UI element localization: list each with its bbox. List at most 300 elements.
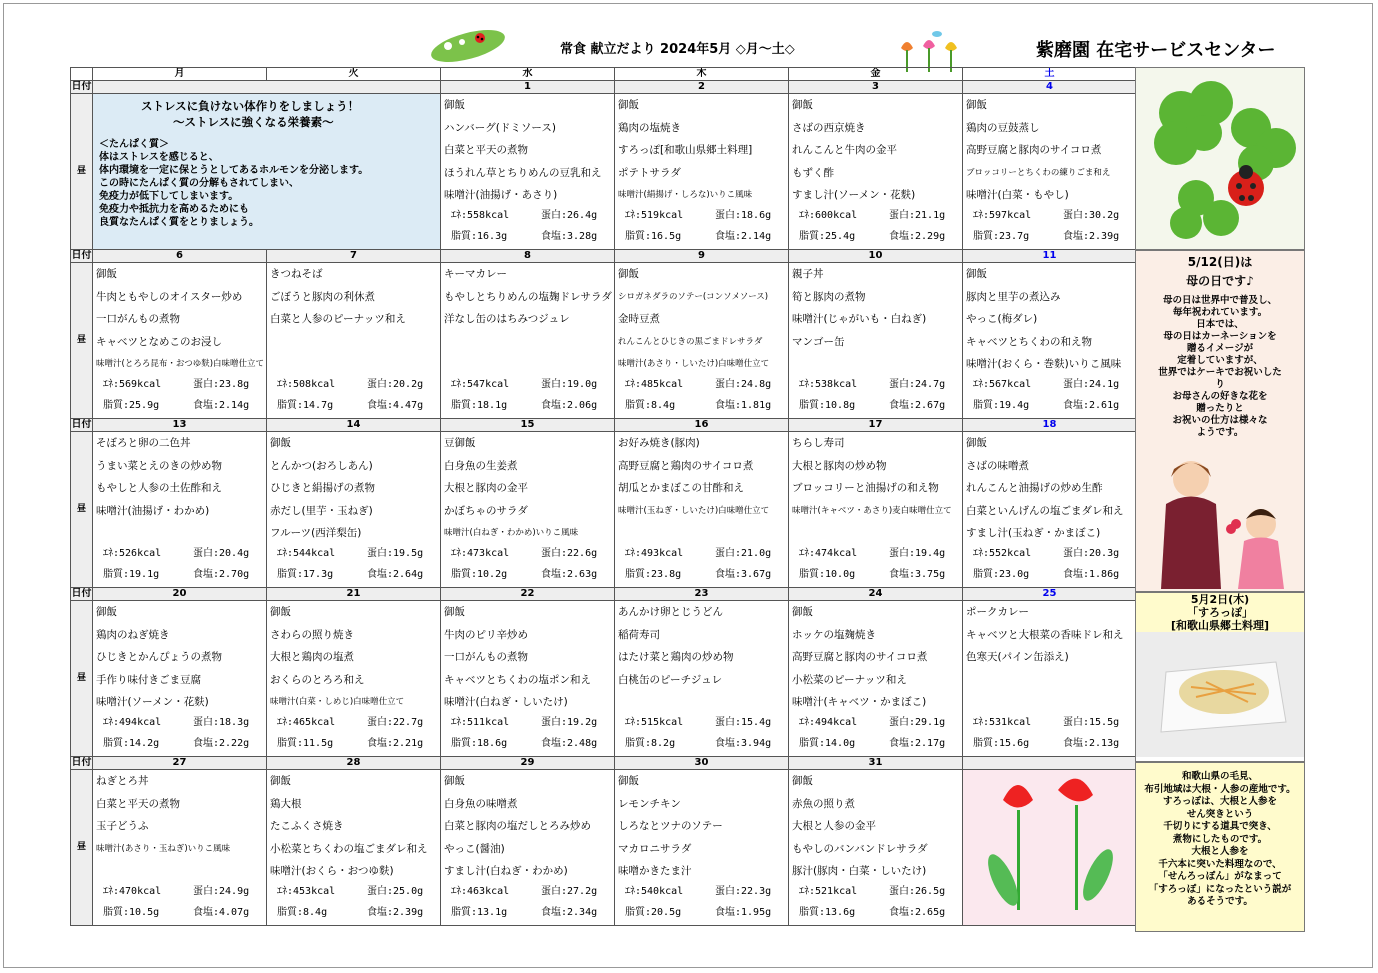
suroppo-line: あるそうです。 bbox=[1187, 896, 1253, 907]
dish-item: すまし汁(ソーメン・花麩) bbox=[792, 189, 916, 201]
dish-item: 赤だし(里芋・玉ねぎ) bbox=[270, 504, 373, 517]
dish-item bbox=[93, 522, 266, 545]
lunch-label: 昼 bbox=[71, 770, 93, 926]
fat-value: 脂質:25.9g bbox=[103, 400, 160, 411]
dish-item: 親子丼 bbox=[792, 268, 824, 280]
dish-item: 大根と鶏肉の塩煮 bbox=[270, 651, 354, 663]
dish-item: 稲荷寿司 bbox=[618, 628, 660, 641]
leaf-ladybug-illustration bbox=[428, 26, 508, 66]
nutrition-info bbox=[963, 543, 1136, 585]
menu-day-cell bbox=[615, 94, 789, 250]
menu-day-cell bbox=[789, 263, 963, 419]
dish-item: 御飯 bbox=[792, 99, 813, 111]
date-cell: 13 bbox=[93, 419, 267, 432]
protein-value: 蛋白:20.4g bbox=[193, 548, 250, 559]
dish-item: 胡瓜とかまぼこの甘酢和え bbox=[618, 482, 744, 494]
nutrition-row bbox=[267, 902, 440, 923]
nutrition-row bbox=[615, 564, 788, 585]
protein-value: 蛋白:26.4g bbox=[541, 210, 598, 221]
nutrition-info bbox=[963, 374, 1136, 416]
suroppo-title2: 「すろっぽ」 bbox=[1136, 606, 1304, 619]
mothers-day-line: 世界ではケーキでお祝いした bbox=[1158, 367, 1282, 378]
dish-item: 小松菜とちくわの塩ごまダレ和え bbox=[270, 842, 428, 855]
dish-item: ブロッコリーと油揚げの和え物 bbox=[792, 482, 939, 494]
menu-day-cell bbox=[267, 263, 441, 419]
menu-row bbox=[71, 94, 1137, 250]
dish-item: 味噌汁(油揚げ・あさり) bbox=[444, 189, 558, 201]
menu-row bbox=[71, 263, 1137, 419]
mothers-day-line: 日本では、 bbox=[1196, 319, 1244, 330]
date-cell: 31 bbox=[789, 757, 963, 770]
dish-item: 鶏肉の塩焼き bbox=[618, 121, 681, 134]
dish-item: 御飯 bbox=[444, 775, 465, 787]
dish-item: 鶏肉の豆鼓蒸し bbox=[966, 121, 1040, 134]
stress-line: 免疫力や抵抗力を高めるためにも bbox=[99, 204, 249, 215]
nutrition-row bbox=[963, 205, 1136, 226]
nutrition-row bbox=[789, 902, 962, 923]
nutrition-info bbox=[615, 881, 788, 923]
dish-item: さわらの照り焼き bbox=[270, 628, 354, 641]
nutrition-row bbox=[441, 374, 614, 395]
dish-item: れんこんと牛肉の金平 bbox=[792, 144, 897, 156]
date-cell: 25 bbox=[963, 588, 1137, 601]
nutrition-row bbox=[267, 712, 440, 733]
menu-day-cell bbox=[441, 601, 615, 757]
weekday-thu: 木 bbox=[615, 68, 789, 81]
date-cell: 8 bbox=[441, 250, 615, 263]
stress-title2: ～ストレスに強くなる栄養素～ bbox=[173, 115, 334, 129]
dish-item: 味噌汁(白菜・しめじ)白味噌仕立て bbox=[270, 697, 405, 707]
dish-item: キャベツとちくわの塩ポン和え bbox=[444, 673, 591, 686]
menu-row bbox=[71, 770, 1137, 926]
nutrition-row bbox=[789, 374, 962, 395]
stress-title1: ストレスに負けない体作りをしましょう！ bbox=[141, 99, 360, 113]
date-row bbox=[71, 81, 1137, 94]
salt-value: 食塩:2.39g bbox=[367, 907, 424, 918]
date-cell: 7 bbox=[267, 250, 441, 263]
clover-icon bbox=[1136, 68, 1304, 249]
nutrition-info bbox=[789, 881, 962, 923]
nutrition-row bbox=[267, 374, 440, 395]
date-cell: 30 bbox=[615, 757, 789, 770]
tulip-cell bbox=[963, 770, 1137, 926]
date-cell: 22 bbox=[441, 588, 615, 601]
menu-day-cell bbox=[93, 263, 267, 419]
stress-heading: ＜たんぱく質＞ bbox=[99, 139, 169, 150]
dish-item: 赤魚の照り煮 bbox=[792, 797, 855, 810]
corner-cell bbox=[71, 68, 93, 81]
menu-day-cell bbox=[93, 432, 267, 588]
date-cell: 27 bbox=[93, 757, 267, 770]
protein-value: 蛋白:21.1g bbox=[889, 210, 946, 221]
dish-item: 高野豆腐と豚肉のサイコロ煮 bbox=[966, 144, 1102, 156]
nutrition-info bbox=[267, 881, 440, 923]
nutrition-row bbox=[615, 712, 788, 733]
stress-line: 体はストレスを感じると、 bbox=[99, 152, 219, 163]
dish-item: 牛肉ともやしのオイスター炒め bbox=[96, 290, 243, 303]
salt-value: 食塩:4.07g bbox=[193, 907, 250, 918]
fat-value: 脂質:14.7g bbox=[277, 400, 334, 411]
menu-day-cell bbox=[267, 432, 441, 588]
suroppo-line: せん突きという bbox=[1186, 808, 1254, 820]
energy-value: ｴﾈ:526kcal bbox=[103, 548, 162, 559]
date-row bbox=[71, 757, 1137, 770]
protein-value: 蛋白:18.3g bbox=[193, 717, 250, 728]
fat-value: 脂質:23.7g bbox=[973, 231, 1030, 242]
dish-item: 味噌汁(とろろ昆布・おつゆ麩)白味噌仕立て bbox=[96, 359, 265, 369]
energy-value: ｴﾈ:567kcal bbox=[973, 379, 1032, 390]
salt-value: 食塩:2.06g bbox=[541, 400, 598, 411]
dish-item bbox=[441, 353, 614, 376]
date-cell: 20 bbox=[93, 588, 267, 601]
menu-day-cell bbox=[267, 601, 441, 757]
energy-value: ｴﾈ:463kcal bbox=[451, 886, 510, 897]
salt-value: 食塩:2.39g bbox=[1063, 231, 1120, 242]
dish-item: ごぼうと豚肉の利休煮 bbox=[270, 290, 375, 303]
nutrition-info bbox=[267, 712, 440, 754]
fat-value: 脂質:14.2g bbox=[103, 738, 160, 749]
salt-value: 食塩:2.29g bbox=[889, 231, 946, 242]
mothers-day-line: 贈るイメージが bbox=[1186, 343, 1254, 354]
nutrition-info bbox=[267, 543, 440, 585]
dish-item: 大根と豚肉の炒め物 bbox=[792, 459, 887, 472]
date-cell: 6 bbox=[93, 250, 267, 263]
nutrition-row bbox=[615, 395, 788, 416]
nutrition-row bbox=[441, 395, 614, 416]
dish-item: 白菜と豚肉の塩だしとろみ炒め bbox=[444, 820, 591, 832]
dish-item: キャベツとなめこのお浸し bbox=[96, 335, 222, 348]
salt-value: 食塩:1.86g bbox=[1063, 569, 1120, 580]
nutrition-row bbox=[93, 543, 266, 564]
dish-item bbox=[267, 331, 440, 354]
dish-item: 味噌汁(キャベツ・かまぼこ) bbox=[792, 696, 927, 708]
energy-value: ｴﾈ:547kcal bbox=[451, 379, 510, 390]
nutrition-row bbox=[963, 543, 1136, 564]
dish-item: 味噌汁(キャベツ・あさり)麦白味噌仕立て bbox=[792, 505, 952, 516]
protein-value: 蛋白:22.7g bbox=[367, 717, 424, 728]
protein-value: 蛋白:20.2g bbox=[367, 379, 424, 390]
dish-item: ひじきと絹揚げの煮物 bbox=[270, 482, 375, 494]
nutrition-row bbox=[93, 881, 266, 902]
nutrition-info bbox=[615, 712, 788, 754]
salt-value: 食塩:2.70g bbox=[193, 569, 250, 580]
dish-item: ねぎとろ丼 bbox=[96, 775, 149, 787]
nutrition-info bbox=[441, 205, 614, 247]
salt-value: 食塩:2.13g bbox=[1063, 738, 1120, 749]
mothers-day-line: 定着していますが、 bbox=[1177, 355, 1263, 366]
suroppo-line: 千切りにする道具で突き、 bbox=[1163, 821, 1277, 832]
dish-item: 大根と豚肉の金平 bbox=[444, 482, 528, 494]
suroppo-title3: [和歌山県郷土料理] bbox=[1136, 619, 1304, 632]
dish-item: 御飯 bbox=[618, 268, 639, 280]
nutrition-row bbox=[93, 733, 266, 754]
nutrition-row bbox=[615, 543, 788, 564]
fat-value: 脂質:10.5g bbox=[103, 907, 160, 918]
date-cell: 11 bbox=[963, 250, 1137, 263]
date-row bbox=[71, 419, 1137, 432]
dish-item: 御飯 bbox=[966, 268, 987, 280]
tulip-illustration bbox=[963, 770, 1135, 920]
nutrition-row bbox=[93, 902, 266, 923]
nutrition-row bbox=[963, 395, 1136, 416]
energy-value: ｴﾈ:531kcal bbox=[973, 717, 1032, 728]
fat-value: 脂質:19.4g bbox=[973, 400, 1030, 411]
dish-item: キャベツと大根菜の香味ドレ和え bbox=[966, 628, 1124, 641]
dish-item: さばの味噌煮 bbox=[966, 459, 1029, 472]
salt-value: 食塩:1.95g bbox=[715, 907, 772, 918]
nutrition-row bbox=[963, 374, 1136, 395]
dish-item: ハンバーグ(ドミソース) bbox=[444, 121, 556, 134]
nutrition-row bbox=[789, 881, 962, 902]
salt-value: 食塩:1.81g bbox=[715, 400, 772, 411]
clover-ladybug-panel bbox=[1135, 67, 1305, 250]
nutrition-info bbox=[441, 881, 614, 923]
date-cell: 16 bbox=[615, 419, 789, 432]
protein-value: 蛋白:24.8g bbox=[715, 379, 772, 390]
menu-day-cell bbox=[963, 601, 1137, 757]
salt-value: 食塩:2.22g bbox=[193, 738, 250, 749]
nutrition-row bbox=[615, 374, 788, 395]
protein-value: 蛋白:26.5g bbox=[889, 886, 946, 897]
salt-value: 食塩:2.17g bbox=[889, 738, 946, 749]
fat-value: 脂質:20.5g bbox=[625, 907, 682, 918]
dish-item bbox=[441, 331, 614, 354]
nutrition-row bbox=[93, 712, 266, 733]
dish-item: 一口がんもの煮物 bbox=[444, 651, 528, 663]
dish-item: れんこんと油揚げの炒め生酢 bbox=[966, 482, 1103, 494]
salt-value: 食塩:2.48g bbox=[541, 738, 598, 749]
lunch-label: 昼 bbox=[71, 432, 93, 588]
menu-row bbox=[71, 432, 1137, 588]
dish-item: 御飯 bbox=[444, 606, 465, 618]
dish-item: マカロニサラダ bbox=[618, 842, 692, 855]
dish-item: 一口がんもの煮物 bbox=[96, 313, 180, 325]
protein-value: 蛋白:19.4g bbox=[889, 548, 946, 559]
energy-value: ｴﾈ:493kcal bbox=[625, 548, 684, 559]
energy-value: ｴﾈ:540kcal bbox=[625, 886, 684, 897]
nutrition-row bbox=[441, 733, 614, 754]
menu-day-cell bbox=[441, 263, 615, 419]
dish-item: 御飯 bbox=[444, 99, 465, 111]
nutrition-row bbox=[789, 543, 962, 564]
dish-item: 小松菜のピーナッツ和え bbox=[792, 673, 907, 686]
stress-line: 免疫力が低下してしまいます。 bbox=[99, 191, 239, 202]
energy-value: ｴﾈ:552kcal bbox=[973, 548, 1032, 559]
dish-item: ちらし寿司 bbox=[792, 437, 845, 449]
dish-item: 味噌汁(おくら・おつゆ麩) bbox=[270, 865, 394, 877]
protein-value: 蛋白:19.2g bbox=[541, 717, 598, 728]
dish-item: やっこ(梅ダレ) bbox=[966, 313, 1038, 325]
salt-value: 食塩:3.67g bbox=[715, 569, 772, 580]
nutrition-row bbox=[441, 564, 614, 585]
protein-value: 蛋白:18.6g bbox=[715, 210, 772, 221]
dish-item: たこふくさ焼き bbox=[270, 820, 344, 832]
dish-item: 高野豆腐と鶏肉のサイコロ煮 bbox=[618, 459, 754, 472]
suroppo-line: 布引地域は大根・人参の産地です。 bbox=[1144, 783, 1296, 795]
mothers-day-text bbox=[1136, 295, 1304, 439]
date-cell: 9 bbox=[615, 250, 789, 263]
mothers-day-line: お母さんの好きな花を bbox=[1172, 391, 1268, 402]
date-cell: 3 bbox=[789, 81, 963, 94]
suroppo-photo bbox=[1136, 632, 1304, 757]
suroppo-line: 大根と人参を bbox=[1191, 846, 1249, 857]
nutrition-row bbox=[615, 733, 788, 754]
lunch-label: 昼 bbox=[71, 94, 93, 250]
nutrition-info bbox=[615, 374, 788, 416]
nutrition-info bbox=[615, 543, 788, 585]
fat-value: 脂質:16.5g bbox=[625, 231, 682, 242]
menu-day-cell bbox=[963, 94, 1137, 250]
nutrition-info bbox=[963, 205, 1136, 247]
protein-value: 蛋白:24.7g bbox=[889, 379, 946, 390]
dish-item: 色寒天(パイン缶添え) bbox=[966, 651, 1069, 663]
salt-value: 食塩:2.67g bbox=[889, 400, 946, 411]
suroppo-line: 千六本に突いた料理なので、 bbox=[1158, 858, 1282, 870]
nutrition-row bbox=[789, 712, 962, 733]
nutrition-row bbox=[93, 564, 266, 585]
dish-item bbox=[963, 691, 1136, 714]
dish-item: 鶏大根 bbox=[270, 797, 302, 810]
nutrition-info bbox=[93, 712, 266, 754]
nutrition-info bbox=[267, 374, 440, 416]
menu-day-cell bbox=[267, 770, 441, 926]
dish-item: 筍と豚肉の煮物 bbox=[792, 290, 866, 303]
dish-item: 白菜といんげんの塩ごまダレ和え bbox=[966, 504, 1124, 517]
nutrition-row bbox=[789, 395, 962, 416]
nutrition-info bbox=[615, 205, 788, 247]
dish-item: 御飯 bbox=[270, 606, 291, 618]
dish-item: やっこ(醤油) bbox=[444, 842, 505, 855]
energy-value: ｴﾈ:538kcal bbox=[799, 379, 858, 390]
nutrition-row bbox=[267, 733, 440, 754]
dish-item: さばの西京焼き bbox=[792, 121, 866, 134]
nutrition-row bbox=[789, 564, 962, 585]
lunch-label: 昼 bbox=[71, 601, 93, 757]
dish-item: 白菜と平天の煮物 bbox=[96, 797, 180, 810]
dish-item: 御飯 bbox=[966, 437, 987, 449]
protein-value: 蛋白:22.3g bbox=[715, 886, 772, 897]
dish-item: 味噌汁(白ねぎ・わかめ)いりこ風味 bbox=[444, 528, 579, 538]
menu-day-cell bbox=[615, 601, 789, 757]
protein-value: 蛋白:15.5g bbox=[1063, 717, 1120, 728]
date-label: 日付 bbox=[71, 588, 92, 599]
dish-item: 御飯 bbox=[792, 606, 813, 618]
nutrition-row bbox=[615, 205, 788, 226]
salt-value: 食塩:2.65g bbox=[889, 907, 946, 918]
dish-item: 牛肉のピリ辛炒め bbox=[444, 628, 528, 641]
date-cell: 24 bbox=[789, 588, 963, 601]
dish-item: フルーツ(西洋梨缶) bbox=[270, 527, 362, 539]
nutrition-row bbox=[93, 395, 266, 416]
suroppo-line: 煮物にしたものです。 bbox=[1172, 833, 1268, 845]
mothers-day-panel bbox=[1135, 250, 1305, 592]
date-cell: 28 bbox=[267, 757, 441, 770]
dish-item: 豚汁(豚肉・白菜・しいたけ) bbox=[792, 865, 927, 877]
energy-value: ｴﾈ:511kcal bbox=[451, 717, 510, 728]
fat-value: 脂質:10.0g bbox=[799, 569, 856, 580]
dish-item: お好み焼き(豚肉) bbox=[618, 437, 700, 449]
nutrition-row bbox=[441, 543, 614, 564]
mothers-day-line: お祝いの仕方は様々な bbox=[1172, 415, 1268, 426]
menu-day-cell bbox=[93, 601, 267, 757]
mothers-day-title1: 5/12(日)は bbox=[1187, 255, 1253, 269]
protein-value: 蛋白:27.2g bbox=[541, 886, 598, 897]
dish-item bbox=[789, 353, 962, 376]
menu-day-cell bbox=[789, 432, 963, 588]
dish-item: 味噌汁(玉ねぎ・しいたけ)白味噌仕立て bbox=[618, 505, 770, 516]
nutrition-row bbox=[441, 205, 614, 226]
menu-day-cell bbox=[789, 770, 963, 926]
dish-item: 豚肉と里芋の煮込み bbox=[966, 290, 1061, 303]
nutrition-row bbox=[615, 226, 788, 247]
date-row bbox=[71, 250, 1137, 263]
dish-item: もやしのバンバンドレサラダ bbox=[792, 842, 928, 855]
nutrition-info bbox=[789, 205, 962, 247]
dish-item: かぼちゃのサラダ bbox=[444, 504, 528, 517]
nutrition-info bbox=[789, 712, 962, 754]
protein-value: 蛋白:24.9g bbox=[193, 886, 250, 897]
date-cell: 4 bbox=[963, 81, 1137, 94]
nutrition-info bbox=[93, 543, 266, 585]
fat-value: 脂質:14.0g bbox=[799, 738, 856, 749]
suroppo-title1: 5月2日(木) bbox=[1136, 593, 1304, 606]
dish-item: はたけ菜と鶏肉の炒め物 bbox=[618, 651, 734, 663]
protein-value: 蛋白:20.3g bbox=[1063, 548, 1120, 559]
dish-item: れんこんとひじきの黒ごまドレサラダ bbox=[618, 336, 763, 347]
menu-day-cell bbox=[441, 432, 615, 588]
date-cell: 23 bbox=[615, 588, 789, 601]
dish-item: 御飯 bbox=[618, 775, 639, 787]
menu-day-cell bbox=[441, 94, 615, 250]
mothers-day-line: 毎年祝われています。 bbox=[1172, 307, 1268, 318]
stress-notice bbox=[93, 94, 441, 250]
dish-item: 味噌汁(じゃがいも・白ねぎ) bbox=[792, 313, 927, 325]
dish-item: 御飯 bbox=[966, 99, 987, 111]
nutrition-info bbox=[789, 543, 962, 585]
menu-day-cell bbox=[615, 432, 789, 588]
dish-item: 味噌汁(絹揚げ・しろな)いりこ風味 bbox=[618, 190, 753, 200]
nutrition-row bbox=[267, 564, 440, 585]
weekday-fri: 金 bbox=[789, 68, 963, 81]
date-cell: 17 bbox=[789, 419, 963, 432]
fat-value: 脂質:16.3g bbox=[451, 231, 508, 242]
dish-item: すろっぽ[和歌山県郷土料理] bbox=[618, 144, 753, 156]
salt-value: 食塩:3.94g bbox=[715, 738, 772, 749]
energy-value: ｴﾈ:544kcal bbox=[277, 548, 336, 559]
date-label: 日付 bbox=[71, 250, 92, 261]
energy-value: ｴﾈ:470kcal bbox=[103, 886, 162, 897]
date-cell: 14 bbox=[267, 419, 441, 432]
date-cell: 1 bbox=[441, 81, 615, 94]
date-cell bbox=[93, 81, 441, 94]
dish-item: キャベツとちくわの和え物 bbox=[966, 335, 1092, 348]
dish-item: 味噌汁(白菜・もやし) bbox=[966, 189, 1069, 201]
weekday-sat: 土 bbox=[963, 68, 1137, 81]
salt-value: 食塩:4.47g bbox=[367, 400, 424, 411]
date-cell bbox=[963, 757, 1137, 770]
dish-item: 白菜と平天の煮物 bbox=[444, 144, 528, 156]
lunch-label: 昼 bbox=[71, 263, 93, 419]
fat-value: 脂質:13.6g bbox=[799, 907, 856, 918]
dish-item: ポテトサラダ bbox=[618, 166, 681, 179]
dish-item: 洋なし缶のはちみつジュレ bbox=[444, 313, 570, 325]
date-label: 日付 bbox=[71, 419, 92, 430]
menu-day-cell bbox=[789, 94, 963, 250]
energy-value: ｴﾈ:474kcal bbox=[799, 548, 858, 559]
nutrition-info bbox=[441, 543, 614, 585]
suroppo-line: 和歌山県の毛見、 bbox=[1181, 771, 1258, 782]
salt-value: 食塩:2.63g bbox=[541, 569, 598, 580]
